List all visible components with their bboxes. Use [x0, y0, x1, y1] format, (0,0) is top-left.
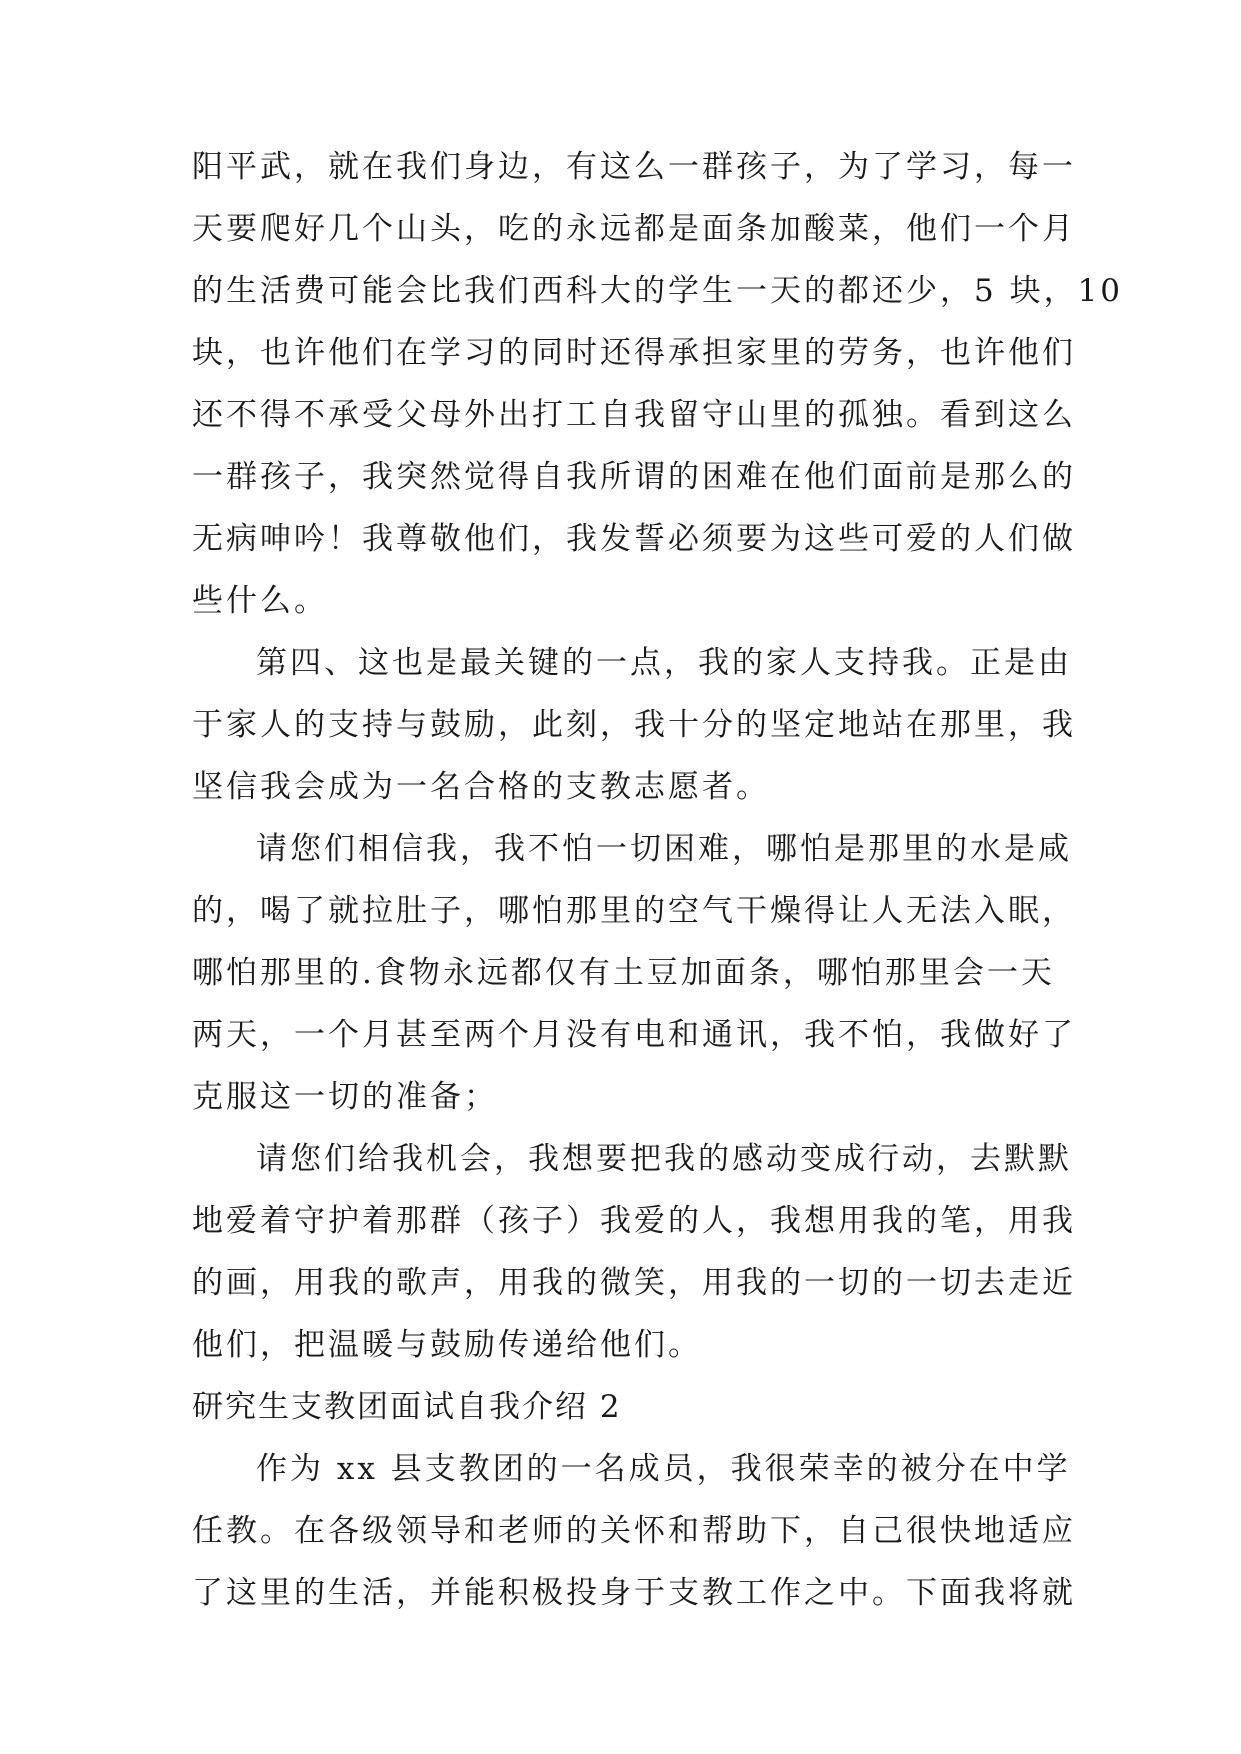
- body-text-line: 两天，一个月甚至两个月没有电和通讯，我不怕，我做好了: [192, 1017, 1076, 1053]
- body-text-line: 块，也许他们在学习的同时还得承担家里的劳务，也许他们: [192, 335, 1076, 371]
- paragraph-start-line: 请您们相信我，我不怕一切困难，哪怕是那里的水是咸: [256, 831, 1072, 867]
- body-text-line: 的画，用我的歌声，用我的微笑，用我的一切的一切去走近: [192, 1265, 1076, 1301]
- body-text-line: 些什么。: [192, 583, 328, 619]
- body-text-line: 克服这一切的准备；: [192, 1079, 498, 1115]
- paragraph-start-line: 请您们给我机会，我想要把我的感动变成行动，去默默: [256, 1141, 1072, 1177]
- body-text-line: 的生活费可能会比我们西科大的学生一天的都还少，5 块，10: [192, 273, 1124, 309]
- body-text-line: 天要爬好几个山头，吃的永远都是面条加酸菜，他们一个月: [192, 211, 1076, 247]
- paragraph-start-line: 第四、这也是最关键的一点，我的家人支持我。正是由: [256, 645, 1072, 681]
- body-text-line: 一群孩子，我突然觉得自我所谓的困难在他们面前是那么的: [192, 459, 1076, 495]
- body-text-line: 还不得不承受父母外出打工自我留守山里的孤独。看到这么: [192, 397, 1076, 433]
- body-text-line: 了这里的生活，并能积极投身于支教工作之中。下面我将就: [192, 1575, 1076, 1611]
- body-text-line: 的，喝了就拉肚子，哪怕那里的空气干燥得让人无法入眠，: [192, 893, 1076, 929]
- body-text-line: 地爱着守护着那群（孩子）我爱的人，我想用我的笔，用我: [192, 1203, 1076, 1239]
- body-text-line: 于家人的支持与鼓励，此刻，我十分的坚定地站在那里，我: [192, 707, 1076, 743]
- body-text-line: 无病呻吟！我尊敬他们，我发誓必须要为这些可爱的人们做: [192, 521, 1076, 557]
- paragraph-start-line: 作为 xx 县支教团的一名成员，我很荣幸的被分在中学: [256, 1451, 1071, 1487]
- body-text-line: 阳平武，就在我们身边，有这么一群孩子，为了学习，每一: [192, 149, 1076, 185]
- body-text-line: 任教。在各级领导和老师的关怀和帮助下，自己很快地适应: [192, 1513, 1076, 1549]
- section-heading: 研究生支教团面试自我介绍 2: [192, 1389, 622, 1425]
- body-text-line: 哪怕那里的.食物永远都仅有土豆加面条，哪怕那里会一天: [192, 955, 1055, 991]
- body-text-line: 他们，把温暖与鼓励传递给他们。: [192, 1327, 702, 1363]
- body-text-line: 坚信我会成为一名合格的支教志愿者。: [192, 769, 770, 805]
